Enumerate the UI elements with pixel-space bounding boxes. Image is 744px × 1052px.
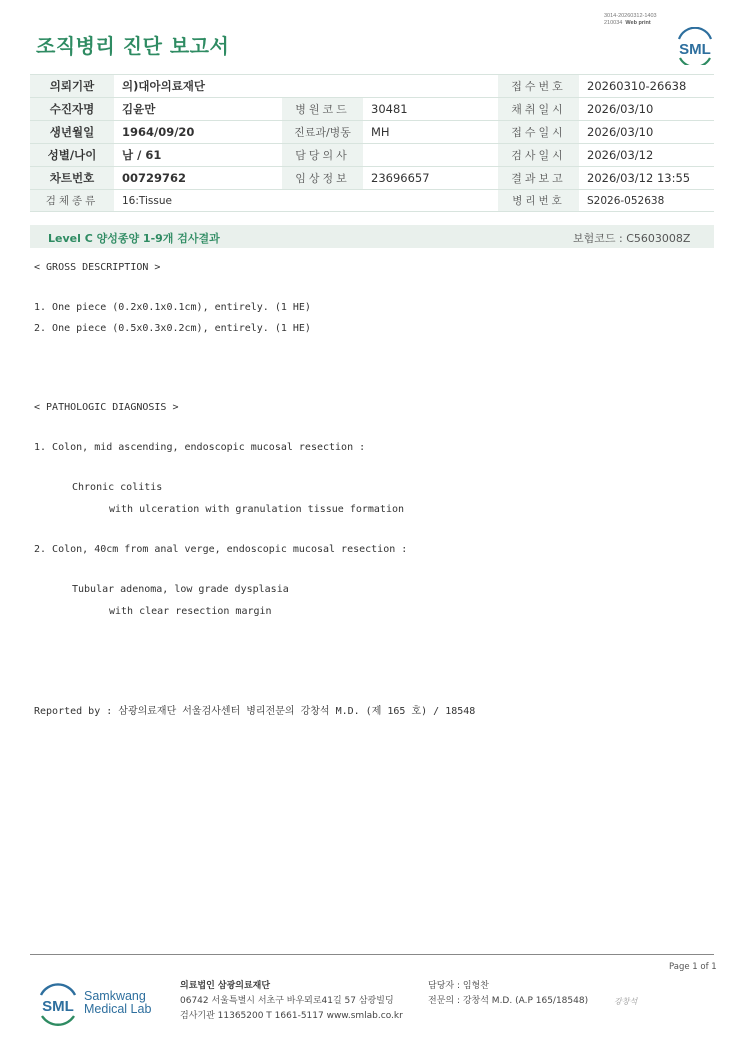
org-contact: 검사기관 11365200 T 1661-5117 www.smlab.co.kr: [180, 1011, 403, 1021]
info-row: [30, 190, 714, 212]
gross-item: 2. One piece (0.5x0.3x0.2cm), entirely. (1 HE): [34, 323, 311, 334]
label-department: 진료과/병동: [282, 121, 363, 144]
label-sex-age: 성별/나이: [30, 144, 114, 167]
print-id: [604, 13, 684, 27]
brand-line2: Medical Lab: [84, 1002, 152, 1016]
org-name: 의료법인 삼광의료재단: [180, 981, 271, 991]
label-test-date: 검사일시: [498, 144, 579, 167]
info-row: [30, 98, 714, 121]
label-birth-date: 생년월일: [30, 121, 114, 144]
label-clinical-info: 임상정보: [282, 167, 363, 190]
info-row: [30, 144, 714, 167]
label-patient-name: 수진자명: [30, 98, 114, 121]
value-birth-date: 1964/09/20: [114, 121, 282, 144]
print-id-line2: 210034: [604, 20, 623, 26]
signature: 강창석: [614, 997, 638, 1006]
diagnosis-detail: with clear resection margin: [109, 606, 272, 617]
info-row: [30, 121, 714, 144]
value-result-report: 2026/03/12 13:55: [579, 167, 714, 190]
value-clinical-info: 23696657: [363, 167, 498, 190]
print-id-line1: 3014-20260312-1403: [604, 13, 657, 19]
value-pathology-no: S2026-052638: [579, 190, 714, 212]
staff-info: [428, 979, 588, 1009]
value-department: MH: [363, 121, 498, 144]
label-chart-no: 차트번호: [30, 167, 114, 190]
value-chart-no: 00729762: [114, 167, 282, 190]
staff-name: 임형찬: [462, 981, 489, 991]
report-title: 조직병리 진단 보고서: [36, 34, 230, 58]
label-specimen-type: 검체종류: [30, 190, 114, 212]
reported-by: Reported by : 삼광의료재단 서울검사센터 병리전문의 강창석 M.D. (제 165 호) / 18548: [34, 706, 476, 717]
print-mode: Web print: [625, 20, 651, 26]
value-test-date: 2026/03/12: [579, 144, 714, 167]
value-collection-date: 2026/03/10: [579, 98, 714, 121]
patient-info-table: [30, 74, 714, 212]
label-result-report: 결과보고: [498, 167, 579, 190]
diagnosis-site: 1. Colon, mid ascending, endoscopic mucosal resection :: [34, 442, 366, 453]
info-row: [30, 75, 714, 98]
specialist-name: 강창석 M.D. (A.P 165/18548): [462, 996, 589, 1006]
label-collection-date: 채취일시: [498, 98, 579, 121]
sml-logo-text: SML: [679, 41, 711, 58]
value-sex-age: 남 / 61: [114, 144, 282, 167]
value-accession-no: 20260310-26638: [579, 75, 714, 98]
sml-logo-icon: [674, 27, 716, 65]
value-specimen-type: 16:Tissue: [114, 190, 498, 212]
test-title: Level C 양성종양 1-9개 검사결과: [48, 232, 220, 245]
info-row: [30, 167, 714, 190]
footer-divider: [30, 954, 714, 955]
value-hospital-code: 30481: [363, 98, 498, 121]
brand-name: [84, 990, 151, 1016]
gross-item: 1. One piece (0.2x0.1x0.1cm), entirely. (1 HE): [34, 302, 311, 313]
label-receipt-date: 접수일시: [498, 121, 579, 144]
page-number: Page 1 of 1: [669, 962, 717, 972]
label-accession-no: 접수번호: [498, 75, 579, 98]
diagnosis-detail: with ulceration with granulation tissue formation: [109, 504, 405, 515]
value-receipt-date: 2026/03/10: [579, 121, 714, 144]
org-address: 06742 서울특별시 서초구 바우뫼로41길 57 삼광빌딩: [180, 996, 394, 1006]
diagnosis-finding: Chronic colitis: [72, 482, 163, 493]
org-info: [180, 979, 403, 1024]
label-pathology-no: 병리번호: [498, 190, 579, 212]
insurance-code: 보험코드 : C5603008Z: [573, 232, 691, 245]
label-requester: 의뢰기관: [30, 75, 114, 98]
value-requester: 의)대아의료재단: [114, 75, 498, 98]
label-physician: 담당의사: [282, 144, 363, 167]
staff-label: 담당자 :: [428, 981, 460, 991]
sml-footer-logo-icon: [37, 980, 79, 1026]
gross-heading: < GROSS DESCRIPTION >: [34, 262, 161, 273]
diagnosis-heading: < PATHOLOGIC DIAGNOSIS >: [34, 402, 179, 413]
specialist-label: 전문의 :: [428, 996, 460, 1006]
brand-line1: Samkwang: [84, 989, 146, 1003]
diagnosis-finding: Tubular adenoma, low grade dysplasia: [72, 584, 289, 595]
value-physician: [363, 144, 498, 167]
diagnosis-site: 2. Colon, 40cm from anal verge, endoscopic mucosal resection :: [34, 544, 408, 555]
sml-footer-logo-text: SML: [42, 998, 74, 1015]
value-patient-name: 김윤만: [114, 98, 282, 121]
label-hospital-code: 병원코드: [282, 98, 363, 121]
